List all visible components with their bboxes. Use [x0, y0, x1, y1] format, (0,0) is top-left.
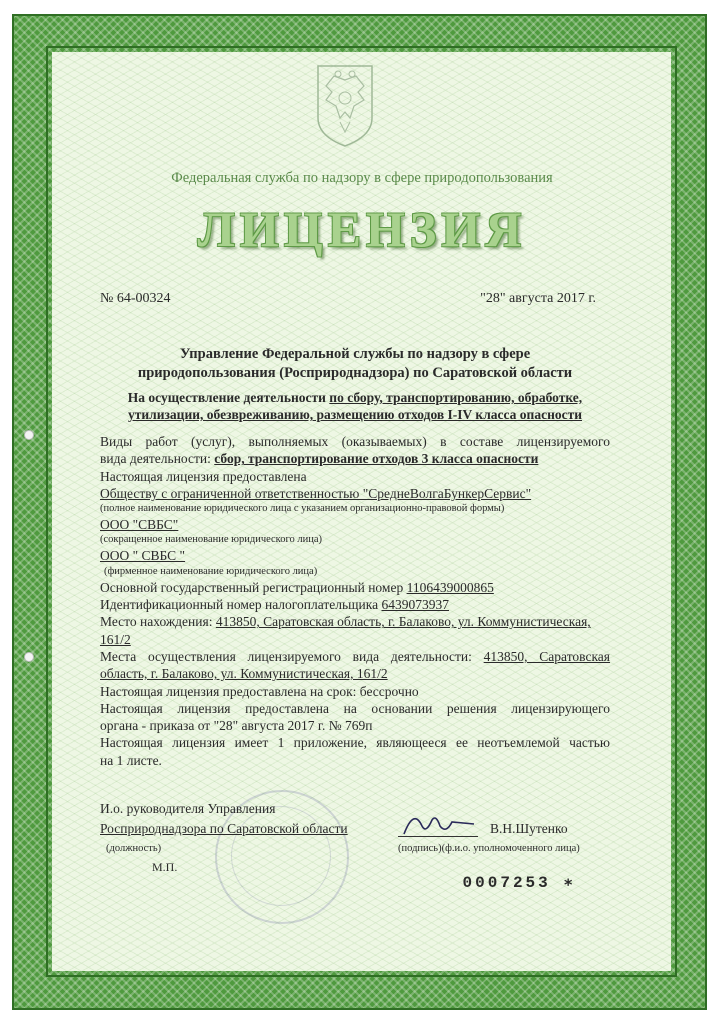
signature-caption: (подпись)(ф.и.о. уполномоченного лица): [398, 843, 580, 854]
binding-hole: [24, 430, 34, 440]
works-prefix: вида деятельности:: [100, 451, 211, 467]
inn-value: 6439073937: [381, 597, 449, 613]
location-value: 413850, Саратовская область, г. Балаково, ул. Коммунистическая,: [215, 614, 591, 630]
brand-company-name: ООО " СВБС ": [100, 548, 186, 564]
licensed-activity: [100, 389, 610, 423]
issuing-authority: [100, 345, 610, 383]
signatory-role: И.о. руководителя Управления: [100, 801, 276, 816]
places-value-cont: область, г. Балаково, ул. Коммунистическая, 161/2: [100, 666, 388, 682]
basis-text-cont: органа - приказа от "28" августа 2017 г. № 769п: [100, 718, 373, 734]
brand-name-caption: (фирменное наименование юридического лица): [104, 565, 318, 577]
basis-text: Настоящая лицензия предоставлена на основании решения лицензирующего: [100, 700, 610, 716]
handwritten-signature: [400, 804, 480, 840]
ogrn-label: Основной государственный регистрационный номер: [100, 579, 404, 595]
activity-value: по сбору, транспортированию, обработке,: [329, 390, 583, 405]
location-value-cont: 161/2: [100, 631, 131, 647]
authority-line: Управление Федеральной службы по надзору в сфере: [179, 346, 531, 362]
agency-name: Федеральная служба по надзору в сфере природопользования: [171, 170, 553, 186]
appendix-text-cont: на 1 листе.: [100, 752, 162, 768]
authority-line: природопользования (Росприроднадзора) по Саратовской области: [137, 365, 573, 381]
serial-number: 0007253 ∗: [462, 874, 576, 892]
license-details: [100, 433, 610, 769]
full-name-caption: (полное наименование юридического лица с указанием организационно-правовой формы): [100, 503, 505, 515]
seal-place-label: М.П.: [152, 860, 178, 874]
places-value: 413850, Саратовская: [483, 648, 611, 664]
activity-prefix: На осуществление деятельности: [127, 390, 326, 405]
works-line: [100, 450, 610, 467]
document-title: ЛИЦЕНЗИЯ: [197, 201, 527, 257]
full-company-name: Обществу с ограниченной ответственностью "СреднеВолгаБункерСервис": [100, 485, 532, 501]
license-term: Настоящая лицензия предоставлена на срок: бессрочно: [100, 683, 419, 699]
works-value: сбор, транспортирование отходов 3 класса опасности: [214, 451, 539, 467]
places-label: Места осуществления лицензируемого вида деятельности:: [100, 648, 472, 664]
signatory-role-cont: Росприроднадзора по Саратовской области: [100, 821, 348, 836]
ogrn-row: [100, 579, 610, 596]
signatory-name: В.Н.Шутенко: [490, 821, 568, 836]
binding-hole: [24, 652, 34, 662]
works-text: Виды работ (услуг), выполняемых (оказываемых) в составе лицензируемого: [100, 434, 610, 449]
coat-of-arms-icon: [314, 62, 376, 148]
position-caption: (должность): [106, 843, 162, 854]
short-name-caption: (сокращенное наименование юридического лица): [100, 534, 323, 546]
inn-row: [100, 596, 610, 613]
location-label: Место нахождения:: [100, 614, 213, 630]
appendix-text: Настоящая лицензия имеет 1 приложение, являющееся ее неотъемлемой частью: [100, 735, 610, 751]
places-row: [100, 648, 610, 665]
ogrn-value: 1106439000865: [406, 579, 494, 595]
license-date: "28" августа 2017 г.: [480, 291, 596, 306]
location-row: [100, 613, 610, 630]
signature-line: [398, 836, 478, 837]
license-number: № 64-00324: [100, 291, 171, 306]
short-company-name: ООО "СВБС": [100, 517, 179, 533]
inn-label: Идентификационный номер налогоплательщика: [100, 597, 379, 613]
granted-to-label: Настоящая лицензия предоставлена: [100, 468, 307, 484]
activity-value: утилизации, обезвреживанию, размещению отходов I-IV класса опасности: [127, 407, 583, 422]
